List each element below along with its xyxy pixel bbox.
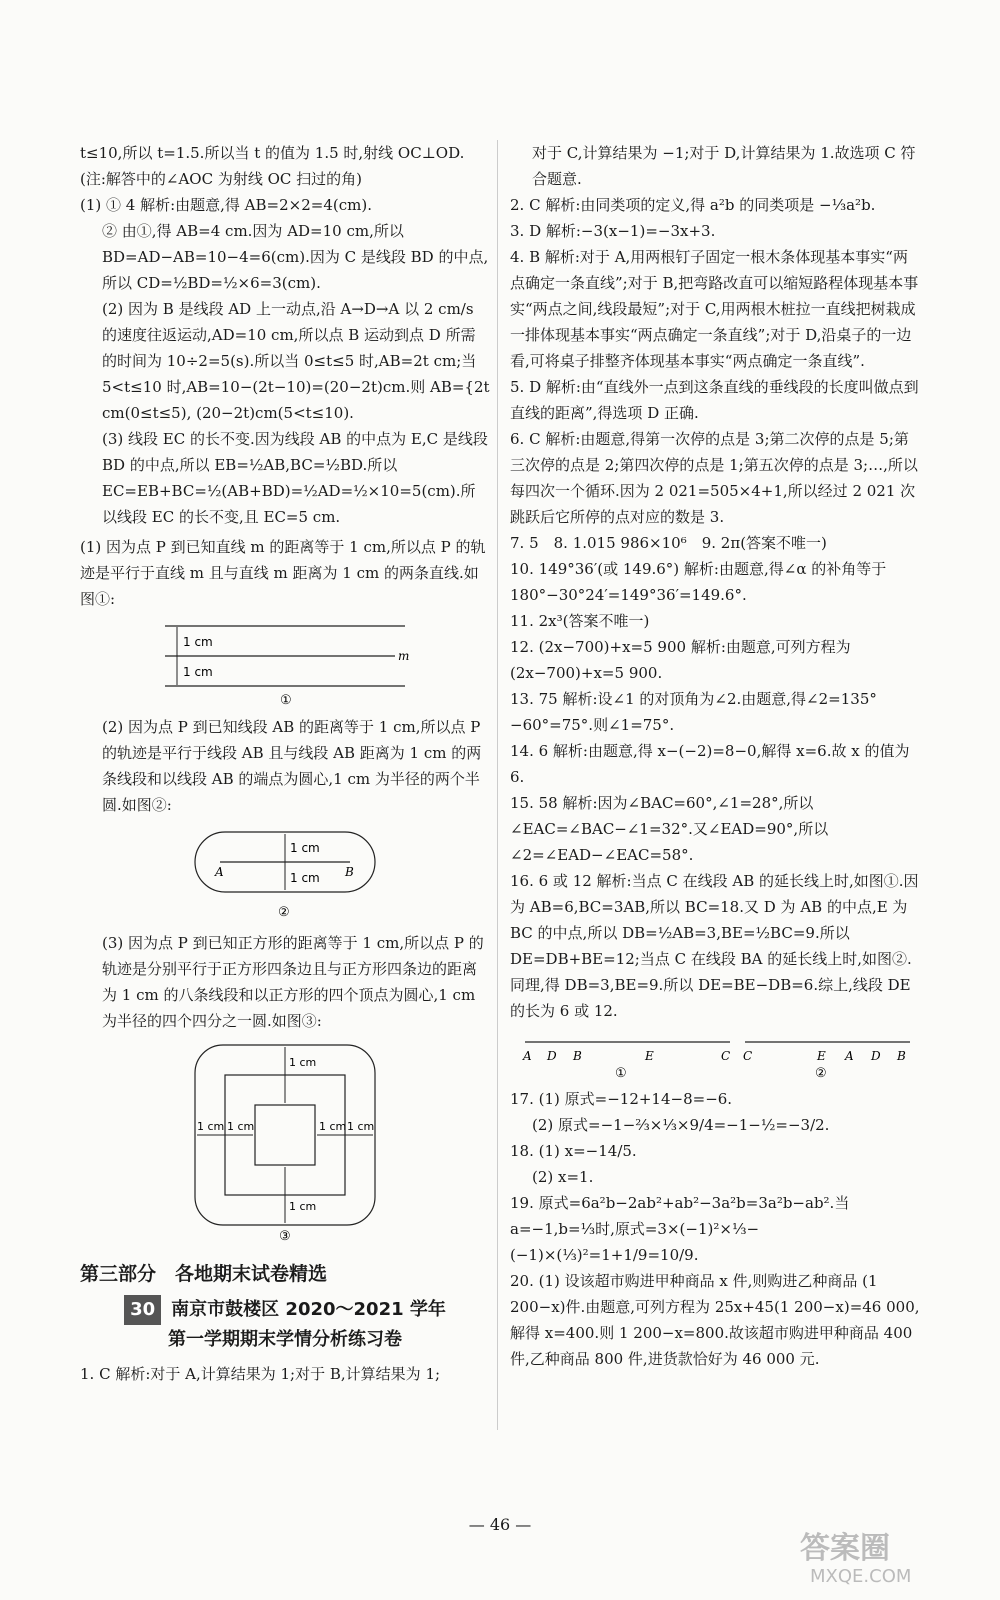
f2-pt-a: A	[845, 1049, 854, 1063]
fig3-top: 1 cm	[289, 1056, 317, 1069]
answer-item: 6. C 解析:由题意,得第一次停的点是 3;第二次停的点是 5;第三次停的点是 2;第四次停的点是 1;第五次停的点是 3;…,所以每四次一个循环.因为 2 021=505×4+1,所以经过 2 021 次跳跃后它所停的点对应的数是 3.	[510, 430, 918, 526]
q27-part1: (1) 因为点 P 到已知直线 m 的距离等于 1 cm,所以点 P 的轨迹是平行于直线 m 且与直线 m 距离为 1 cm 的两条直线.如图①:	[80, 538, 486, 608]
answer-1: 1. C 解析:对于 A,计算结果为 1;对于 B,计算结果为 1;	[80, 1365, 441, 1383]
svg-text:MXQE.COM: MXQE.COM	[810, 1566, 912, 1587]
figure-2-stadium-shape	[185, 824, 385, 924]
f1-caption: ①	[615, 1066, 627, 1080]
fig1-label-top: 1 cm	[183, 635, 213, 649]
f1-pt-c: C	[721, 1049, 731, 1063]
fig3-bottom: 1 cm	[289, 1200, 317, 1213]
column-divider	[497, 140, 498, 1430]
page-number: — 46 —	[468, 1515, 532, 1534]
section-title: 第三部分 各地期末试卷精选	[80, 1263, 328, 1285]
answer-item: 10. 149°36′(或 149.6°) 解析:由题意,得∠α 的补角等于 180°−30°24′=149°36′=149.6°.	[510, 560, 887, 604]
figure-16-number-lines	[515, 1030, 915, 1080]
answer-item: 18. (1) x=−14/5.	[510, 1142, 637, 1160]
fig3-right-out: 1 cm	[347, 1120, 375, 1133]
answer-item: 4. B 解析:对于 A,用两根钉子固定一根木条体现基本事实“两点确定一条直线”;对于 B,把弯路改直可以缩短路程体现基本事实“两点之间,线段最短”;对于 C,用两根木桩拉一直线把树栽成一排体现基本事实“两点确定一条直线”;对于 D,沿桌子的一边看,可将桌子排整齐体现基本事实“两点确定一条直线”.	[510, 248, 919, 370]
answer-item: 17. (1) 原式=−12+14−8=−6.	[510, 1090, 733, 1108]
f2-pt-b: B	[897, 1049, 906, 1063]
fig2-label-top: 1 cm	[290, 841, 320, 855]
f2-pt-d: D	[871, 1049, 881, 1063]
fig2-point-a: A	[215, 865, 224, 879]
q26-part2: ② 由①,得 AB=4 cm.因为 AD=10 cm,所以 BD=AD−AB=10−4=6(cm).因为 C 是线段 BD 的中点,所以 CD=½BD=½×6=3(cm).	[102, 222, 489, 292]
q27-part3: (3) 因为点 P 到已知正方形的距离等于 1 cm,所以点 P 的轨迹是分别平行于正方形四条边且与正方形四条边的距离为 1 cm 的八条线段和以正方形的四个顶点为圆心,1 cm 为半径的四个四分之一圆.如图③:	[102, 934, 484, 1030]
figure-3-rounded-square	[185, 1040, 385, 1245]
fig2-label-bottom: 1 cm	[290, 871, 320, 885]
fig3-caption: ③	[279, 1229, 291, 1244]
question-26	[80, 192, 490, 530]
answer-item: 15. 58 解析:因为∠BAC=60°,∠1=28°,所以∠EAC=∠BAC−∠1=32°.又∠EAD=90°,所以∠2=∠EAD−∠EAC=58°.	[510, 794, 829, 864]
answer-item: 14. 6 解析:由题意,得 x−(−2)=8−0,解得 x=6.故 x 的值为 6.	[510, 742, 910, 786]
exam-title-line1: 南京市鼓楼区 2020～2021 学年	[171, 1299, 446, 1320]
f1-pt-a: A	[523, 1049, 532, 1063]
q27-part2: (2) 因为点 P 到已知线段 AB 的距离等于 1 cm,所以点 P 的轨迹是平行于线段 AB 且与线段 AB 距离为 1 cm 的两条线段和以线段 AB 的端点为圆心,1 cm 为半径的两个半圆.如图②:	[102, 718, 482, 814]
answer-item: 13. 75 解析:设∠1 的对顶角为∠2.由题意,得∠2=135°−60°=75°.则∠1=75°.	[510, 690, 877, 734]
exam-heading	[80, 1295, 490, 1355]
fig1-caption: ①	[280, 693, 292, 708]
f2-pt-e: E	[817, 1049, 826, 1063]
figure-1-parallel-lines	[155, 618, 415, 708]
q26-part4: (3) 线段 EC 的长不变.因为线段 AB 的中点为 E,C 是线段 BD 的中点,所以 EB=½AB,BC=½BD.所以 EC=EB+BC=½(AB+BD)=½AD=½×10=5(cm).所以线段 EC 的长不变,且 EC=5 cm.	[102, 430, 488, 526]
watermark-logo	[790, 1520, 980, 1590]
svg-text:答案圈: 答案圈	[800, 1531, 890, 1566]
answer-item: 5. D 解析:由“直线外一点到这条直线的垂线段的长度叫做点到直线的距离”,得选项 D 正确.	[510, 378, 919, 422]
answer-item: 20. (1) 设该超市购进甲种商品 x 件,则购进乙种商品 (1 200−x)件.由题意,可列方程为 25x+45(1 200−x)=46 000,解得 x=400.则 1 200−x=800.故该超市购进甲种商品 400 件,乙种商品 800 件,进货款恰好为 46 000 元.	[510, 1272, 920, 1368]
answer-item: 19. 原式=6a²b−2ab²+ab²−3a²b=3a²b−ab².当 a=−1,b=⅓时,原式=3×(−1)²×⅓−(−1)×(⅓)²=1+1/9=10/9.	[510, 1194, 850, 1264]
left-column	[80, 140, 490, 1387]
intro-text: t≤10,所以 t=1.5.所以当 t 的值为 1.5 时,射线 OC⊥OD.(注:解答中的∠AOC 为射线 OC 扫过的角)	[80, 144, 465, 188]
answer-item: 7. 5 8. 1.015 986×10⁶ 9. 2π(答案不唯一)	[510, 534, 827, 552]
f2-caption: ②	[815, 1066, 827, 1080]
answer-item: 3. D 解析:−3(x−1)=−3x+3.	[510, 222, 716, 240]
question-27	[80, 534, 490, 1245]
fig2-caption: ②	[278, 905, 290, 920]
answer-1-continued: 对于 C,计算结果为 −1;对于 D,计算结果为 1.故选项 C 符合题意.	[532, 144, 916, 188]
answer-item: 16. 6 或 12 解析:当点 C 在线段 AB 的延长线上时,如图①.因为 AB=6,BC=3AB,所以 BC=18.又 D 为 AB 的中点,E 为 BC 的中点,所以 DB=½AB=3,BE=½BC=9.所以 DE=DB+BE=12;当点 C 在线段 BA 的延长线上时,如图②.同理,得 DB=3,BE=9.所以 DE=BE−DB=6.综上,线段 DE 的长为 6 或 12.	[510, 872, 919, 1020]
fig2-point-b: B	[345, 865, 354, 879]
exam-title-line2: 第一学期期末学情分析练习卷	[168, 1329, 402, 1350]
answer-item: (2) x=1.	[532, 1168, 594, 1186]
fig3-left-in: 1 cm	[227, 1120, 255, 1133]
f2-pt-c: C	[743, 1049, 753, 1063]
exam-number: 30	[124, 1295, 161, 1325]
answer-item: 11. 2x³(答案不唯一)	[510, 612, 650, 630]
fig3-right-in: 1 cm	[319, 1120, 347, 1133]
fig1-label-bottom: 1 cm	[183, 665, 213, 679]
answer-item: 2. C 解析:由同类项的定义,得 a²b 的同类项是 −⅓a²b.	[510, 196, 876, 214]
answer-item: (2) 原式=−1−⅔×⅓×9/4=−1−½=−3/2.	[532, 1116, 830, 1134]
f1-pt-d: D	[547, 1049, 557, 1063]
f1-pt-b: B	[573, 1049, 582, 1063]
answer-item: 12. (2x−700)+x=5 900 解析:由题意,可列方程为 (2x−700)+x=5 900.	[510, 638, 851, 682]
right-column	[510, 140, 920, 1372]
q26-part3: (2) 因为 B 是线段 AD 上一动点,沿 A→D→A 以 2 cm/s 的速度往返运动,AD=10 cm,所以点 B 运动到点 D 所需的时间为 10÷2=5(s).所以当 0≤t≤5 时,AB=2t cm;当 5<t≤10 时,AB=10−(2t−10)=(20−2t)cm.则 AB={2t cm(0≤t≤5), (20−2t)cm(5<t≤10).	[102, 300, 490, 422]
q26-part1: (1) ① 4 解析:由题意,得 AB=2×2=4(cm).	[80, 196, 372, 214]
fig3-left-out: 1 cm	[197, 1120, 225, 1133]
fig1-line-m: m	[398, 649, 410, 663]
f1-pt-e: E	[645, 1049, 654, 1063]
